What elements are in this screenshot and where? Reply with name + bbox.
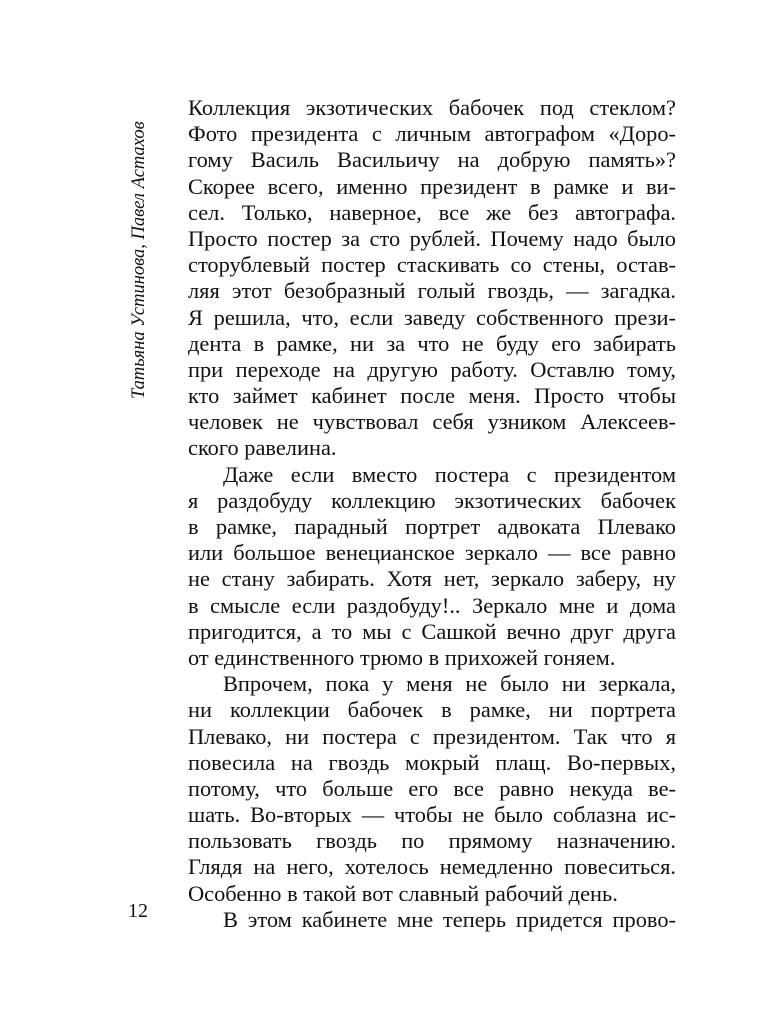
text-line: Я решила, что, если заведу собственного прези- — [188, 304, 676, 330]
running-head — [128, 104, 150, 399]
text-line: в смысле если раздобуду!.. Зеркало мне и дома — [188, 592, 676, 618]
text-line: дента в рамке, ни за что не буду его забирать — [188, 330, 676, 356]
text-line: или большое венецианское зеркало — все равно — [188, 540, 676, 566]
text-line: ляя этот безобразный голый гвоздь, — загадка. — [188, 278, 676, 304]
text-line: не стану забирать. Хотя нет, зеркало заберу, ну — [188, 566, 676, 592]
text-line: ни коллекции бабочек в рамке, ни портрета — [188, 697, 676, 723]
text-line: человек не чувствовал себя узником Алексеев- — [188, 409, 676, 435]
text-line: при переходе на другую работу. Оставлю тому, — [188, 356, 676, 382]
text-line: Коллекция экзотических бабочек под стеклом? — [188, 95, 676, 120]
text-line: Особенно в такой вот славный рабочий день. — [188, 880, 618, 906]
text-line: Просто постер за сто рублей. Почему надо было — [188, 225, 676, 251]
text-line: повесила на гвоздь мокрый плащ. Во-первых, — [188, 749, 676, 775]
text-line: сел. Только, наверное, все же без автографа. — [188, 199, 676, 225]
text-line: пригодится, а то мы с Сашкой вечно друг друга — [188, 618, 676, 644]
text-line: сторублевый постер стаскивать со стены, остав- — [188, 252, 676, 278]
text-line: Впрочем, пока у меня не было ни зеркала, — [223, 671, 676, 697]
text-line: Фото президента с личным автографом «Доро- — [188, 121, 676, 147]
text-line: Даже если вместо постера с президентом — [223, 461, 676, 487]
text-line: ского равелина. — [188, 435, 337, 461]
page-number: 12 — [128, 900, 148, 922]
text-line: шать. Во-вторых — чтобы не было соблазна ис- — [188, 802, 676, 828]
text-line: гому Василь Васильичу на добрую память»? — [188, 147, 676, 173]
text-line: Глядя на него, хотелось немедленно повеситься. — [188, 854, 676, 880]
text-line: в рамке, парадный портрет адвоката Плевако — [188, 514, 676, 539]
body-text — [188, 95, 676, 933]
text-line: Скорее всего, именно президент в рамке и ви- — [188, 173, 676, 199]
text-line: пользовать гвоздь по прямому назначению. — [188, 828, 676, 854]
running-head-text: Татьяна Устинова, Павел Астахов — [129, 121, 149, 399]
text-line: Плевако, ни постера с президентом. Так что я — [188, 723, 676, 749]
text-line: от единственного трюмо в прихожей гоняем. — [188, 644, 616, 670]
text-line: потому, что больше его все равно некуда ве- — [188, 775, 676, 801]
text-line: кто займет кабинет после меня. Просто чтобы — [188, 383, 676, 409]
text-line: я раздобуду коллекцию экзотических бабочек — [188, 487, 676, 513]
text-line: В этом кабинете мне теперь придется прово- — [223, 906, 676, 932]
